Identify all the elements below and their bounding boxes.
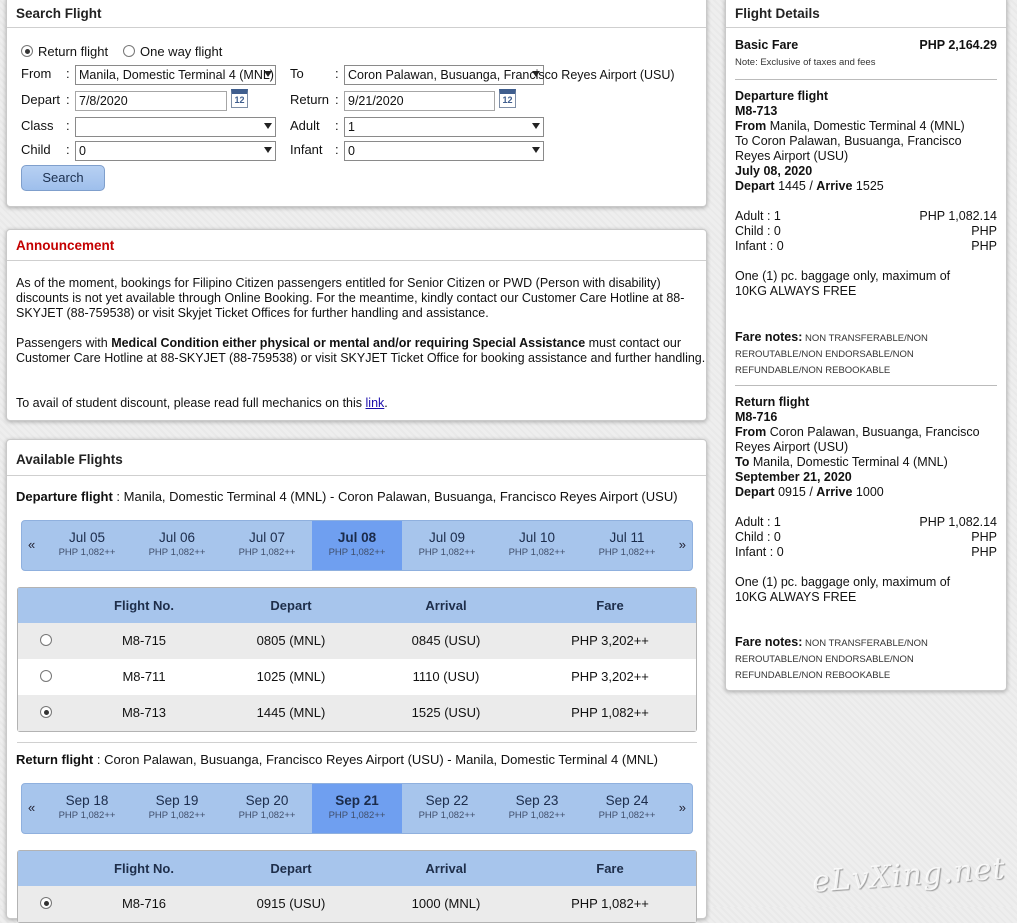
child-colon: : [66, 142, 70, 157]
flight-arrival: 0845 (USU) [411, 633, 481, 648]
basic-fare-note: Note: Exclusive of taxes and fees [735, 57, 876, 68]
return-flight-heading [16, 752, 658, 767]
flight-details-title: Flight Details [726, 0, 1006, 28]
departure-day[interactable] [402, 521, 492, 570]
header-depart: Depart [270, 598, 312, 613]
announcement-paragraph-3 [16, 396, 706, 411]
return-date: September 21, 2020 [735, 470, 852, 484]
departure-flight-heading [16, 489, 678, 504]
departure-from-label: From [735, 119, 767, 133]
return-day[interactable] [492, 784, 582, 833]
announcement-p2-start: Passengers with [16, 336, 112, 350]
return-day[interactable] [402, 784, 492, 833]
return-details-title: Return flight [735, 395, 810, 409]
return-flight-label: Return flight [16, 752, 94, 767]
return-adult-row [735, 515, 997, 530]
return-from-label: From [735, 425, 767, 439]
departure-fare-notes [735, 330, 997, 378]
day-price: PHP 1,082++ [328, 810, 386, 821]
return-day-selected[interactable] [312, 784, 402, 833]
announcement-paragraph-2 [16, 336, 706, 366]
departure-child-row [735, 224, 997, 239]
flight-select-radio[interactable] [40, 706, 52, 718]
adult-label: Adult [290, 118, 320, 133]
day-date: Jul 10 [518, 530, 556, 545]
day-date: Sep 18 [65, 793, 109, 808]
flight-arrival: 1525 (USU) [411, 705, 481, 720]
return-child-fare: PHP [971, 530, 997, 544]
one-way-flight-label[interactable]: One way flight [140, 44, 223, 59]
day-date: Jul 07 [248, 530, 286, 545]
student-discount-link[interactable]: link [365, 396, 385, 410]
return-label: Return [290, 92, 330, 107]
day-date: Sep 21 [335, 793, 379, 808]
infant-select-value: 0 [348, 144, 355, 158]
details-divider [735, 79, 997, 80]
departure-to-label: To [735, 134, 749, 148]
departure-adult-fare: PHP 1,082.14 [919, 209, 997, 223]
to-select-value: Coron Palawan, Busuanga, Francisco Reyes Airport (USU) [348, 68, 675, 82]
return-infant-row [735, 545, 997, 560]
to-colon: : [335, 66, 339, 81]
return-day[interactable] [132, 784, 222, 833]
return-arrive-time: 1000 [852, 485, 884, 499]
day-date: Jul 08 [337, 530, 377, 545]
day-date: Jul 11 [609, 530, 645, 545]
watermark: eLvXing.net [811, 851, 1007, 900]
departure-adult: Adult : 1 [735, 209, 781, 223]
day-price: PHP 1,082++ [58, 547, 116, 558]
departure-day[interactable] [42, 521, 132, 570]
day-price: PHP 1,082++ [508, 547, 566, 558]
day-price: PHP 1,082++ [418, 810, 476, 821]
day-date: Sep 23 [515, 793, 559, 808]
search-flight-title: Search Flight [7, 0, 706, 28]
infant-colon: : [335, 142, 339, 157]
flight-select-radio[interactable] [40, 634, 52, 646]
return-flights-table [17, 850, 697, 923]
departure-baggage: One (1) pc. baggage only, maximum of 10KG ALWAYS FREE [735, 269, 951, 298]
flight-arrival: 1000 (MNL) [411, 896, 481, 911]
day-price: PHP 1,082++ [598, 547, 656, 558]
class-colon: : [66, 118, 70, 133]
departure-infant-fare: PHP [971, 239, 997, 253]
from-select[interactable] [75, 65, 276, 85]
return-fare-notes [735, 635, 997, 683]
chevron-down-icon [264, 123, 272, 129]
return-fare-notes-label: Fare notes: [735, 635, 803, 649]
departure-next-icon[interactable]: » [678, 537, 686, 552]
header-depart: Depart [270, 861, 312, 876]
day-price: PHP 1,082++ [598, 810, 656, 821]
header-fare: Fare [596, 598, 624, 613]
header-flight-no: Flight No. [114, 861, 174, 876]
return-details-flight-no: M8-716 [735, 410, 778, 424]
return-calendar-icon[interactable]: 12 [499, 89, 516, 108]
departure-arrive-time: 1525 [852, 179, 884, 193]
child-label: Child [21, 142, 51, 157]
chevron-down-icon [532, 147, 540, 153]
class-select[interactable] [75, 117, 276, 137]
basic-fare-label: Basic Fare [735, 38, 799, 52]
adult-select-value: 1 [348, 120, 355, 134]
depart-date-input[interactable]: 7/8/2020 [75, 91, 227, 111]
depart-label: Depart [21, 92, 61, 107]
flight-select-radio[interactable] [40, 897, 52, 909]
return-route: : Coron Palawan, Busuanga, Francisco Reyes Airport (USU) - Manila, Domestic Terminal 4 (MNL) [93, 752, 659, 767]
departure-fare-notes-label: Fare notes: [735, 330, 803, 344]
departure-date-strip [21, 520, 693, 571]
chevron-down-icon [264, 147, 272, 153]
return-infant-fare: PHP [971, 545, 997, 559]
day-price: PHP 1,082++ [328, 547, 386, 558]
flight-fare: PHP 3,202++ [571, 669, 649, 684]
table-header [18, 588, 696, 623]
chevron-down-icon [532, 71, 540, 77]
departure-to-value: Coron Palawan, Busuanga, Francisco Reyes Airport (USU) [735, 134, 962, 163]
departure-adult-row [735, 209, 997, 224]
departure-from-value: Manila, Domestic Terminal 4 (MNL) [766, 119, 965, 133]
departure-infant: Infant : 0 [735, 239, 784, 253]
announcement-p3-start: To avail of student discount, please read full mechanics on this [16, 396, 366, 410]
announcement-paragraph-1: As of the moment, bookings for Filipino Citizen passengers entitled for Senior Citizen or PWD (Person with disability) discounts is not yet available through Online Booking. For the meantime, kindly contact our Customer Care Hotline at 88-SKYJET (88-759538) or visit Skyjet Ticket Offices for further handling and assistance. [16, 276, 685, 320]
flight-no: M8-716 [121, 896, 167, 911]
day-date: Sep 22 [425, 793, 469, 808]
adult-colon: : [335, 118, 339, 133]
table-row[interactable] [18, 695, 696, 731]
return-adult: Adult : 1 [735, 515, 781, 529]
return-prev-icon[interactable]: « [28, 800, 36, 815]
return-day[interactable] [582, 784, 672, 833]
return-depart-time: 0915 / [774, 485, 817, 499]
announcement-p3-end: . [384, 396, 388, 410]
one-way-flight-radio[interactable] [123, 45, 135, 57]
day-price: PHP 1,082++ [238, 547, 296, 558]
child-select[interactable] [75, 141, 276, 161]
return-next-icon[interactable]: » [678, 800, 686, 815]
departure-route: : Manila, Domestic Terminal 4 (MNL) - Coron Palawan, Busuanga, Francisco Reyes Airport (USU) [112, 489, 678, 504]
departure-flight-label: Departure flight [16, 489, 113, 504]
to-select[interactable] [344, 65, 675, 85]
day-price: PHP 1,082++ [238, 810, 296, 821]
table-row[interactable] [18, 886, 696, 922]
flight-arrival: 1110 (USU) [412, 669, 480, 684]
day-date: Sep 24 [605, 793, 649, 808]
flight-no: M8-711 [122, 669, 166, 684]
adult-select[interactable] [344, 117, 544, 137]
flight-no: M8-713 [121, 705, 167, 720]
flight-depart: 0915 (USU) [256, 896, 326, 911]
table-header [18, 851, 696, 886]
departure-details-flight-no: M8-713 [735, 104, 778, 118]
departure-flights-table [17, 587, 697, 732]
departure-day[interactable] [492, 521, 582, 570]
flight-select-radio[interactable] [40, 670, 52, 682]
table-row[interactable] [18, 659, 696, 695]
return-to-label: To [735, 455, 750, 469]
infant-select[interactable] [344, 141, 544, 161]
flight-depart: 1025 (MNL) [256, 669, 326, 684]
return-infant: Infant : 0 [735, 545, 784, 559]
departure-prev-icon[interactable]: « [28, 537, 36, 552]
to-label: To [290, 66, 304, 81]
basic-fare-row [735, 38, 997, 53]
from-label: From [21, 66, 52, 81]
from-colon: : [66, 66, 70, 81]
day-date: Jul 05 [68, 530, 106, 545]
day-price: PHP 1,082++ [148, 547, 206, 558]
return-colon: : [335, 92, 339, 107]
announcement-title: Announcement [7, 230, 706, 261]
available-flights-title: Available Flights [7, 440, 706, 476]
depart-colon: : [66, 92, 70, 107]
search-flight-panel [6, 0, 707, 207]
header-arrival: Arrival [425, 598, 467, 613]
departure-day[interactable] [582, 521, 672, 570]
return-day[interactable] [42, 784, 132, 833]
departure-day[interactable] [222, 521, 312, 570]
from-select-value: Manila, Domestic Terminal 4 (MNL) [79, 68, 274, 82]
day-price: PHP 1,082++ [418, 547, 476, 558]
table-row[interactable] [18, 623, 696, 659]
flight-depart: 1445 (MNL) [256, 705, 326, 720]
return-fare-notes-value: NON TRANSFERABLE/NON REROUTABLE/NON ENDORSABLE/NON REFUNDABLE/NON REBOOKABLE [735, 638, 928, 681]
departure-date: July 08, 2020 [735, 164, 813, 178]
return-flight-label[interactable]: Return flight [38, 44, 109, 59]
return-baggage: One (1) pc. baggage only, maximum of 10KG ALWAYS FREE [735, 575, 951, 604]
departure-details [735, 89, 997, 194]
header-flight-no: Flight No. [114, 598, 174, 613]
return-child-row [735, 530, 997, 545]
child-select-value: 0 [79, 144, 86, 158]
return-child: Child : 0 [735, 530, 781, 544]
return-adult-fare: PHP 1,082.14 [919, 515, 997, 529]
departure-child-fare: PHP [971, 224, 997, 238]
flight-depart: 0805 (MNL) [256, 633, 326, 648]
day-date: Sep 20 [245, 793, 289, 808]
day-date: Sep 19 [155, 793, 199, 808]
announcement-p2-end: must contact our Customer Care Hotline at 88-SKYJET (88-759538) or visit SKYJET Ticket Office for booking assistance and further handling. [16, 336, 706, 365]
header-fare: Fare [596, 861, 624, 876]
departure-depart-label: Depart [735, 179, 775, 193]
details-divider [735, 385, 997, 386]
departure-depart-time: 1445 / [774, 179, 817, 193]
announcement-panel [6, 229, 707, 421]
day-date: Jul 06 [158, 530, 196, 545]
flight-fare: PHP 3,202++ [571, 633, 649, 648]
infant-label: Infant [290, 142, 323, 157]
available-flights-panel [6, 439, 707, 919]
day-price: PHP 1,082++ [508, 810, 566, 821]
flight-no: M8-715 [121, 633, 167, 648]
departure-details-title: Departure flight [735, 89, 829, 103]
return-from-value: Coron Palawan, Busuanga, Francisco Reyes Airport (USU) [735, 425, 980, 454]
flight-fare: PHP 1,082++ [571, 896, 649, 911]
return-date-strip [21, 783, 693, 834]
departure-day-selected[interactable] [312, 521, 402, 570]
departure-fare-notes-value: NON TRANSFERABLE/NON REROUTABLE/NON ENDORSABLE/NON REFUNDABLE/NON REBOOKABLE [735, 333, 928, 376]
section-divider [17, 742, 697, 743]
announcement-p2-bold: Medical Condition either physical or mental and/or requiring Special Assistance [111, 336, 586, 350]
day-price: PHP 1,082++ [58, 810, 116, 821]
return-date-input[interactable]: 9/21/2020 [344, 91, 495, 111]
departure-child: Child : 0 [735, 224, 781, 238]
chevron-down-icon [264, 71, 272, 77]
day-date: Jul 09 [428, 530, 466, 545]
departure-infant-row [735, 239, 997, 254]
return-day[interactable] [222, 784, 312, 833]
chevron-down-icon [532, 123, 540, 129]
departure-arrive-label: Arrive [816, 179, 853, 193]
return-flight-radio[interactable] [21, 45, 33, 57]
return-to-value: Manila, Domestic Terminal 4 (MNL) [749, 455, 948, 469]
basic-fare-value: PHP 2,164.29 [919, 38, 997, 52]
departure-day[interactable] [132, 521, 222, 570]
return-details [735, 395, 997, 500]
class-label: Class [21, 118, 54, 133]
flight-details-panel [725, 0, 1007, 691]
flight-fare: PHP 1,082++ [571, 705, 649, 720]
depart-calendar-icon[interactable]: 12 [231, 89, 248, 108]
return-arrive-label: Arrive [816, 485, 853, 499]
day-price: PHP 1,082++ [148, 810, 206, 821]
header-arrival: Arrival [425, 861, 467, 876]
search-button[interactable]: Search [21, 165, 105, 191]
return-depart-label: Depart [735, 485, 775, 499]
